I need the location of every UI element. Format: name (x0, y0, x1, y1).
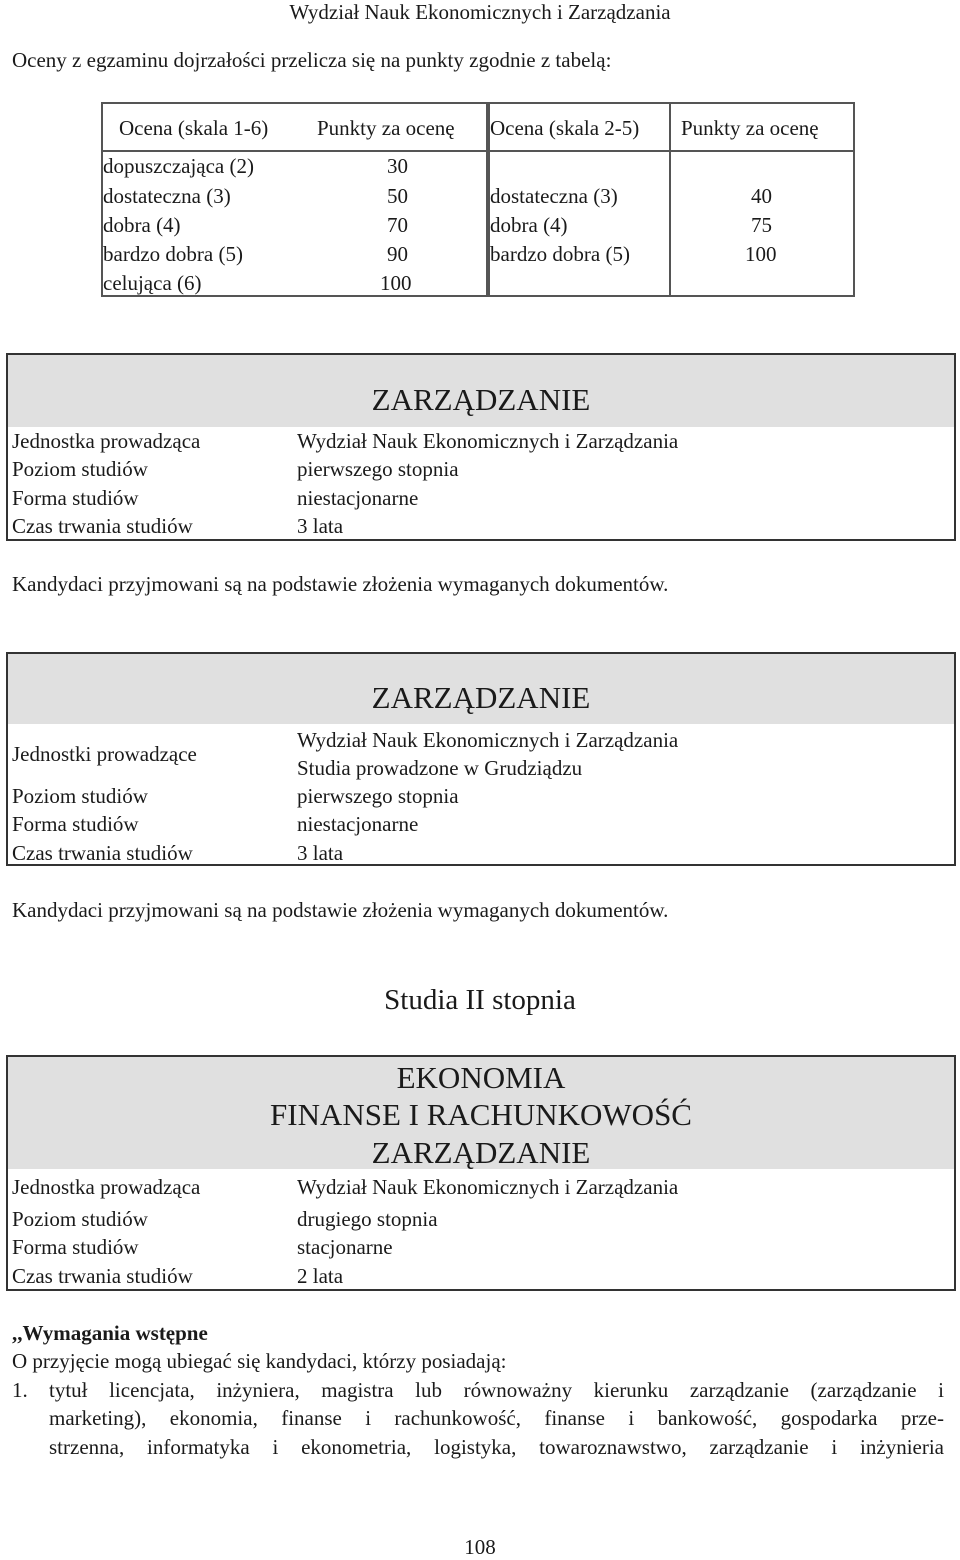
admission-note-2: Kandydaci przyjmowani są na podstawie złożenia wymaganych dokumentów. (12, 898, 669, 922)
table-cell: 100 (745, 242, 777, 266)
row-value: pierwszego stopnia (297, 457, 459, 481)
row-label: Czas trwania studiów (12, 514, 193, 538)
row-value: drugiego stopnia (297, 1207, 438, 1231)
row-value: pierwszego stopnia (297, 784, 459, 808)
table-cell: dostateczna (3) (103, 184, 231, 208)
row-label: Poziom studiów (12, 1207, 148, 1231)
row-label: Forma studiów (12, 812, 139, 836)
program-title: EKONOMIA (396, 1060, 566, 1095)
program-title: ZARZĄDZANIE (371, 382, 591, 417)
page-number: 108 (464, 1535, 496, 1559)
row-value: niestacjonarne (297, 812, 419, 836)
row-label: Jednostka prowadząca (12, 1175, 201, 1199)
table-cell: 30 (387, 154, 408, 178)
table-cell: 40 (751, 184, 772, 208)
running-head: Wydział Nauk Ekonomicznych i Zarządzania (289, 0, 671, 24)
header-rule (103, 150, 853, 152)
section-heading: Studia II stopnia (384, 984, 576, 1016)
requirements-intro: O przyjęcie mogą ubiegać się kandydaci, którzy posiadają: (12, 1349, 507, 1373)
header-points-2: Punkty za ocenę (681, 116, 819, 140)
table-cell: dostateczna (3) (490, 184, 618, 208)
row-label: Forma studiów (12, 486, 139, 510)
list-item-line: tytuł licencjata, inżyniera, magistra lub równoważny kierunku zarządzanie (zarządzanie i (49, 1378, 944, 1402)
row-value: 3 lata (297, 841, 344, 865)
row-label: Czas trwania studiów (12, 1264, 193, 1288)
row-value: niestacjonarne (297, 486, 419, 510)
table-cell: dopuszczająca (2) (103, 154, 254, 178)
row-label: Jednostka prowadząca (12, 429, 201, 453)
program-title: FINANSE I RACHUNKOWOŚĆ (270, 1097, 692, 1132)
grade-table (101, 102, 855, 297)
table-cell: bardzo dobra (5) (103, 242, 243, 266)
header-scale-2-5: Ocena (skala 2-5) (490, 116, 640, 140)
table-cell: 75 (751, 213, 772, 237)
table-cell: dobra (4) (103, 213, 181, 237)
table-cell: 100 (380, 271, 412, 295)
header-points-1: Punkty za ocenę (317, 116, 455, 140)
list-item-line: strzenna, informatyka i ekonometria, logistyka, towaroznawstwo, zarządzanie i inżynieria (49, 1435, 944, 1459)
row-label: Poziom studiów (12, 457, 148, 481)
table-cell: 90 (387, 242, 408, 266)
table-cell: celująca (6) (103, 271, 202, 295)
row-value: Studia prowadzone w Grudziądzu (297, 756, 583, 780)
header-scale-1-6: Ocena (skala 1-6) (119, 116, 269, 140)
row-value: stacjonarne (297, 1235, 393, 1259)
requirements-title: ,,Wymagania wstępne (12, 1321, 208, 1345)
table-cell: 50 (387, 184, 408, 208)
row-value: 2 lata (297, 1264, 344, 1288)
table-divider (669, 104, 671, 295)
table-cell: 70 (387, 213, 408, 237)
row-label: Jednostki prowadzące (12, 742, 197, 766)
row-label: Czas trwania studiów (12, 841, 193, 865)
table-cell: bardzo dobra (5) (490, 242, 630, 266)
program-box-second-cycle (6, 1055, 956, 1291)
admission-note-1: Kandydaci przyjmowani są na podstawie złożenia wymaganych dokumentów. (12, 572, 669, 596)
program-title: ZARZĄDZANIE (371, 1135, 591, 1170)
row-value: Wydział Nauk Ekonomicznych i Zarządzania (297, 1175, 679, 1199)
row-value: Wydział Nauk Ekonomicznych i Zarządzania (297, 429, 679, 453)
row-label: Forma studiów (12, 1235, 139, 1259)
list-number: 1. (12, 1378, 28, 1402)
row-value: 3 lata (297, 514, 344, 538)
intro-text: Oceny z egzaminu dojrzałości przelicza się na punkty zgodnie z tabelą: (12, 48, 612, 72)
table-cell: dobra (4) (490, 213, 568, 237)
program-box-zarzadzanie-grudziadz (6, 652, 956, 866)
row-value: Wydział Nauk Ekonomicznych i Zarządzania (297, 728, 679, 752)
program-title: ZARZĄDZANIE (371, 680, 591, 715)
row-label: Poziom studiów (12, 784, 148, 808)
list-item-line: marketing), ekonomia, finanse i rachunkowość, finanse i bankowość, gospodarka prze- (49, 1406, 944, 1430)
program-box-zarzadzanie-1 (6, 353, 956, 541)
